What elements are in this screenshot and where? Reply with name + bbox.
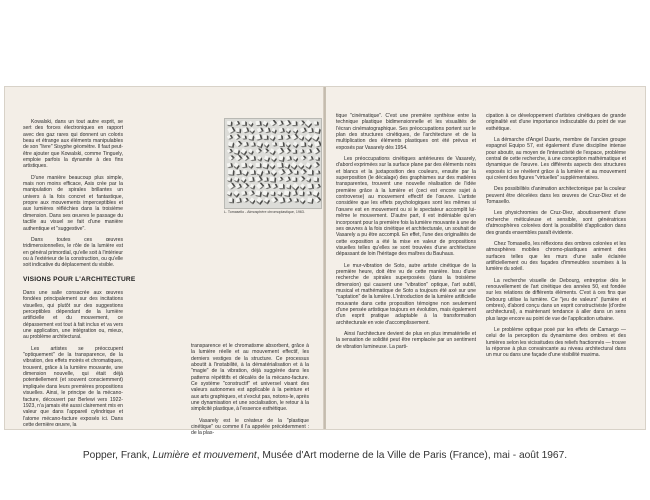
- right-page-column-1: [336, 113, 476, 355]
- relief-cube: [228, 169, 235, 175]
- paragraph: D'une manière beaucoup plus simple, mais non moins efficace, Asis crée par la manipulation de spirales brillantes un univers à la fois concret et fantastique, propre aux mouvements imperceptibles et aux lumières réfléchies dans la troisième dimension. Dans ses œuvres le passage du tactile au visuel se fait d'une manière authentique et "suggestive".: [23, 174, 123, 232]
- relief-cube: [277, 162, 284, 169]
- paragraph: Kowalski, dans un tout autre esprit, se sert des forces électroniques en rapport avec des gaz rares qui donnent un coloris beau et étrange aux éléments manipulables de son "livre" Sisyphe géométre. Il faut peut-être ajouter que Kowalski, comme Tinguely, emploie parfois la dynamite à des fins artistiques.: [23, 119, 123, 170]
- left-page: [5, 87, 324, 437]
- paragraph: cipation à ce développement d'artistes cinétiques de grande originalité est d'une importance indiscutable du point de vue esthétique.: [486, 113, 626, 132]
- right-page: [326, 87, 645, 429]
- left-page-column-1-continued: [23, 290, 123, 433]
- paragraph: Les préoccupations cinétiques antérieures de Vasarely, d'abord exprimées sur la surface plane par des éléments noirs et blancs et la juxtaposition des couleurs, ensuite par la superposition (le décalage) des graphismes sur des matières transparentes, trouvent une nouvelle réalisation de l'idée première grâce à la lumière et (ceci est encore sujet à controverse) au mouvement effectif de l'œuvre. L'artiste considère que les effets psychologiques sont les mêmes si l'œuvre est en mouvement ou si le spectateur accomplit lui-même le mouvement. D'autre part, il est indéniable qu'en incorporant pour la première fois la lumière mouvante à une de ses œuvres à la fois cinétique et architecturale, un souhait de Vasarely a pu être accompli. En effet, l'une des originalités de cette exposition a été la mise en valeur de propositions visuelles telles qu'elles se sont trouvées d'une architecture dépassant de loin l'héritage des maîtres du Bauhaus.: [336, 156, 476, 258]
- paragraph: Ainsi l'architecture devient de plus en plus immatérielle et la sensation de solidité peut être remplacée par un sentiment de vibration lumineuse. La parti-: [336, 331, 476, 350]
- artwork-caption: L. Tomasello - Atmosphère chromoplastique, 1963.: [224, 210, 305, 214]
- paragraph: Les physichromies de Cruz-Diez, aboutissement d'une recherche méticuleuse et sensible, sont génératrices d'atmosphères colorées dont la possibilité d'application dans des grands ensembles paraît évidente.: [486, 210, 626, 236]
- relief-cube: [292, 121, 298, 126]
- paragraph: Le mur-vibration de Soto, autre artiste cinétique de la première heure, doit être vu de cette manière. Issu d'une recherche de spirales superposées (dans la troisième dimension) qui causent une "vibration" optique, l'art subtil, musical et mathématique de Soto a toujours été axé sur une "captation" de la lumière. L'introduction de la lumière artificielle mouvante dans cette proposition témoigne non seulement d'une pensée artistique toujours en évolution, mais également d'un esprit pratique adaptable à la transformation architecturale en voie d'accomplissement.: [336, 262, 476, 326]
- relief-cube: [300, 142, 306, 148]
- book-spread: [5, 87, 645, 437]
- paragraph: Chez Tomasello, les réflexions des ombres colorées et les atmosphères mobiles chromo-plastiques animent des surfaces telles que les murs d'une salle éclairée artificiellement ou des façades d'immeubles soumises à la lumière du soleil.: [486, 240, 626, 273]
- paragraph: Des possibilités d'animation architectonique par la couleur peuvent être décelées dans les œuvres de Cruz-Diez et de Tomasello.: [486, 186, 626, 206]
- relief-cube: [263, 135, 268, 140]
- relief-cube: [292, 177, 297, 182]
- relief-cube: [292, 149, 297, 154]
- left-page-column-1: [23, 119, 123, 274]
- figure-caption: [0, 450, 650, 461]
- caption-title: Lumière et mouvement: [152, 450, 257, 461]
- paragraph: La recherche visuelle de Debourg, entreprise dès le renouvellement de l'art cinétique des années 50, est fondée sur les relations de différents éléments. C'est à ces fins que Debourg utilise la lumière. Ce "jeu de valeurs" (lumière et ombres), d'abord conçu dans un esprit constructiviste (d'ordre architectural), a maintenant tendance à aller dans un sens plus large encore au point de vue de l'application urbaine.: [486, 277, 626, 322]
- paragraph: Les artistes se préoccupent "optiquement" de la transparence, de la vibration, des effets moirés et chromatiques, trouvent, grâce à la lumière mouvante, une dimension nouvelle, qui était déjà potentiellement (et souvent consciemment) impliquée dans leurs premières propositions visuelles. Ainsi, le principe de la mécano-facture, découvert par Berlewi vers 1922-1923, n'a jamais été aussi clairement mis en valeur que dans l'appareil cylindrique et l'atome mécano-facture exposés ici. Dans cette dernière œuvre, la: [23, 345, 123, 428]
- relief-cube: [228, 198, 234, 203]
- right-page-column-2: [486, 113, 626, 364]
- relief-cube: [241, 121, 246, 126]
- relief-cube: [279, 142, 285, 148]
- left-page-column-2: [191, 343, 309, 442]
- relief-artwork-image: [224, 118, 322, 209]
- relief-cube: [256, 163, 262, 168]
- caption-prefix: Popper, Frank,: [82, 450, 153, 461]
- relief-artwork-drawing: [225, 119, 321, 208]
- relief-cube: [307, 170, 313, 176]
- paragraph: La démarche d'Angel Duarte, membre de l'ancien groupe espagnol Equipo 57, est également d'une discipline intense pour aboutir, au moyen de l'interactivité de l'espace, problème central de cette recherche, à une conception mathématique et dynamique de l'œuvre. Les différents aspects des structures exposés ici se révèlent grâce à la lumière et au mouvement qui créent des figures "virtuelles" supplémentaires.: [486, 137, 626, 182]
- paragraph: Dans toutes ces œuvres tridimensionnelles, le rôle de la lumière est en général primordial, qu'elle soit à l'intérieur ou à l'extérieur de la construction, ou qu'elle soit indicative du déplacement du visible.: [23, 236, 123, 269]
- paragraph: tique "cinématique". C'est une première synthèse entre la technique plastique bidimensionnelle et les visualités de l'écran cinématographique. Ses préoccupations portent sur le plan des structures cinétiques, de l'architecture et de la multiplication des éléments plastiques ont été prévus et exposés par Vasarely dès 1954.: [336, 113, 476, 151]
- relief-cube: [279, 184, 285, 190]
- caption-suffix: , Musée d'Art moderne de la Ville de Paris (France), mai - août 1967.: [256, 450, 568, 461]
- paragraph: Le problème optique posé par les effets de Camargo — celui de la perception du dynamisme des ombres et des lumières selon les vicissitudes des reliefs fractionnés — trouve la réponse à plus convaincante au niveau architectural dans un mur ou dans une façade d'une visibilité maxima.: [486, 326, 626, 359]
- section-heading: VISIONS POUR L'ARCHITECTURE: [23, 276, 136, 283]
- paragraph: Dans une salle consacrée aux œuvres fondées principalement sur des incitations visuelles, qui plutôt sur des suggestions perceptibles dépendant de la lumière artificielle et du mouvement, ce dépassement est tout à fait inclus et va vers une application, une intégration ou, mieux, au problème architectural.: [23, 290, 123, 341]
- paragraph: transparence et le chromatisme absorbent, grâce à la lumière réelle et au mouvement effectif, les derniers vestiges de la structure. Ce processus aboutit à l'instabilité, à la dématérialisation et à la "magie" de la vibration, déjà suggérée dans les patterns répétitifs et décalés de la mécano-facture. Ce système "constructif" et universel visant des valeurs autonomes est applicable à la peinture et aux arts graphiques, et s'exclut pas, notons-le, après une dynamisation et une socialisation, le retour à la simplicité plastique, à l'essence esthétique.: [191, 343, 309, 413]
- paragraph: Vasarely est le créateur de la "plastique cinétique" ou comme il l'a appelée précédemment : de la plas-: [191, 417, 309, 437]
